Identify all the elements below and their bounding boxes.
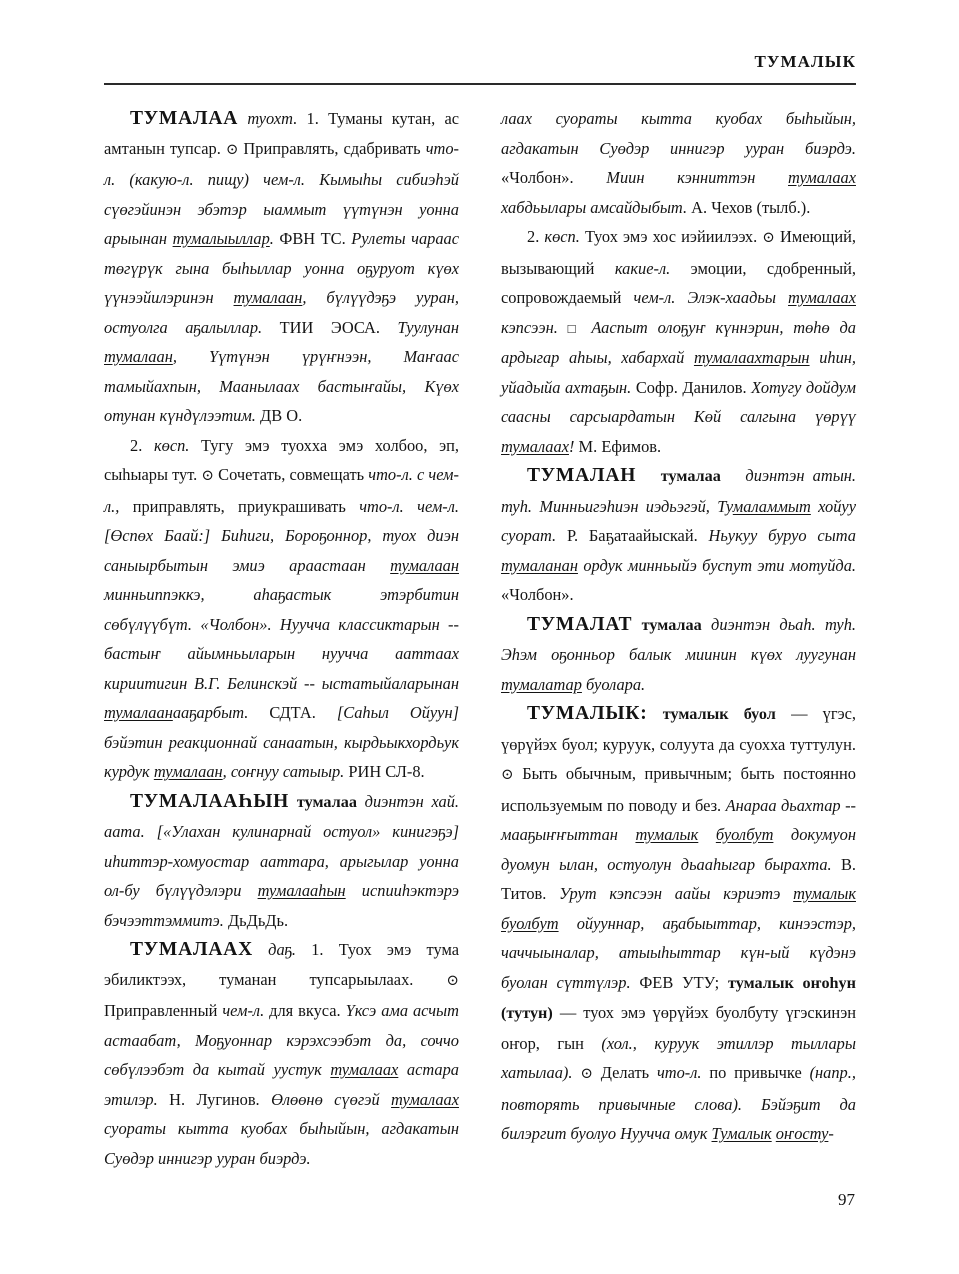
citation-source: ФЕВ УТУ; — [639, 972, 720, 992]
citation-text: Урут кэпсээн аайы кэриэтэ тумалык буолбут ойууннар, аҕабыыттар, кинээстэр, чаччыыналар, атыыһыттар күн-ый күдэнэ буолан сүттүлэр. — [501, 884, 856, 992]
grammar-label: туохт. — [238, 109, 298, 128]
russian-definition: Делать — [600, 1063, 650, 1082]
citation-text: Биһиги, Бороҕоннор, туох диэн саныырбытын эмиэ араастаан тумалаан минньиппэккэ, аһаҕастык этэрбитин сөбүлүүбүт. — [104, 526, 459, 634]
citation-source: ДьДьДь. — [227, 910, 289, 930]
russian-definition-italic: что-л. — [656, 1063, 702, 1082]
citation-text: Эһэм оҕонньор балык миинин күөх луугунан тумалатар буолара. — [501, 645, 856, 694]
em-dash: — — [791, 704, 808, 723]
sense-bullet-icon: ⊙ — [201, 468, 214, 484]
sense-number: 1. — [311, 940, 324, 959]
russian-definition: Приправленный — [104, 1001, 218, 1020]
citation-text-continued: лаах суораты кытта куобах быһыйын, агдакатын Суөдэр иннигэр ууран биэрдэ. — [501, 109, 856, 158]
derived-from: тумалаа — [641, 615, 702, 634]
citation-text: иһиттэр-хомуостар ааттара, арыгылар уонна ол-бу бүлүүдэлэри тумалааһын испииһэктэрэ бэчээттэммитэ. — [104, 851, 459, 930]
sense-label: көсп. — [153, 435, 190, 455]
citation-text: Үксэ ама асчыт астаабат, Моҕуоннар кэрэхсээбэт да, соччо сөбүлээбэт да кытай уустук тумалаах астара этилэр. — [104, 1001, 459, 1109]
citation-source: М. Ефимов. — [578, 436, 662, 456]
right-column — [501, 104, 856, 1179]
subentry-phrase: тумалык оҥоһун (тутун) — [501, 973, 856, 1022]
grammar-label: даҕ. — [252, 940, 297, 959]
citation-source: СДТА. — [269, 703, 316, 722]
sense-number: 2. — [130, 435, 143, 455]
sakha-definition: Тугу эмэ туохха эмэ холбоо, эп, сыһыары тут. — [104, 435, 459, 484]
derived-from: тумалаа — [660, 467, 721, 485]
citation-text: Туулунан тумалаан, Үүтүнэн үрүҥнээн, Маҥаас тамыйахпын, Маанылаах бастыҥайы, Күөх отунан күндүлээтим. — [104, 317, 459, 425]
em-dash: — — [559, 1003, 577, 1022]
russian-definition-italic: (напр., повторять привычные слова). — [501, 1063, 856, 1114]
running-head-rule — [104, 83, 856, 85]
russian-definition: Имеющий, вызывающий — [501, 227, 856, 278]
entry-tumalat — [501, 610, 856, 700]
headword: ТУМАЛАН — [527, 465, 637, 486]
citation-text: Өлөөнө сүөгэй тумалаах суораты кытта куобах быһыйын, агдакатын Суөдэр иннигэр ууран биэрдэ. — [104, 1089, 459, 1168]
column-container — [104, 104, 856, 1179]
entry-tumalaa — [104, 104, 459, 431]
russian-definition-italic: чем-л. — [633, 288, 676, 307]
derivation-note: диэнтэн хай. аата. — [104, 791, 459, 841]
citation-text: бэйэтин реакционнай санаатын, кырдьыкхордьук курдук тумалаан, соҥнуу сатыыр. — [104, 732, 459, 781]
citation-source: Р. Баҕатаайыскай. — [566, 526, 698, 545]
citation-text: Рулеты чараас төгүрүк гына быһыллар уонна оҕуруот күөх үүнээйилэринэн тумалаан, бүлүүдэҕэ ууран, остуолга аҕалыллар. — [104, 229, 460, 337]
sense-bullet-icon: ⊙ — [225, 141, 239, 158]
sakha-definition: Туманы кутан, ас амтанын тупсар. — [104, 109, 459, 158]
headword: ТУМАЛАТ — [527, 613, 633, 635]
citation-bracket: [«Улахан кулинарнай остуол» кинигэҕэ] — [156, 822, 459, 841]
headword: ТУМАЛААХ — [130, 939, 253, 960]
sense-bullet-icon: ⊙ — [446, 972, 459, 989]
derivation-note: диэнтэн атын. туһ. — [501, 466, 857, 516]
entry-tumalaah-continued — [501, 104, 856, 222]
entry-tumalaah-sense-2 — [501, 222, 856, 461]
entry-tumalaa-sense-2 — [104, 431, 459, 787]
citation-text: Минньигэһиэн иэдьэгэй, Тумаламмыт хойуу суорат. — [501, 496, 856, 545]
russian-definition: для вкуса. — [269, 1001, 341, 1020]
citation-source: Софр. Данилов. — [635, 377, 747, 397]
citation-text: Ньукуу буруо сыта тумаланан ордук минньыйэ буспут эти мотуйда. — [501, 526, 856, 575]
sakha-definition: үгэс, үөрүйэх буол; куруук, солуута да суохха туттулун. — [501, 704, 856, 754]
citation-bracket: [Саһыл Ойуун] — [336, 703, 459, 722]
phrase-square-icon: □ — [567, 320, 582, 336]
citation-source: Н. Лугинов. — [169, 1089, 260, 1109]
citation-text: Хотугу дойдум саасны сарсыардатын Көй салгына үөрүү тумалаах! — [501, 377, 856, 456]
sakha-definition: Туох эмэ тума эбиликтээх, туманан тупсарыылаах. — [104, 940, 459, 989]
russian-definition-italic: что-л. чем-л. — [359, 496, 459, 516]
russian-definition: Быть обычным, привычным; быть постоянно используемым по поводу и без. — [501, 764, 856, 815]
citation-text: Ааспыт олоҕуҥ күннэрин, төһө да ардыгар аһыы, хабархай тумалаахтарын иһин, уйадыйа ахтаҕын. — [501, 317, 857, 397]
derived-from: тумалаа — [296, 792, 357, 811]
citation-source: ДВ О. — [260, 406, 303, 425]
russian-definition-italic: что-л. (какую-л. пищу) чем-л. — [104, 138, 459, 189]
page-number: 97 — [838, 1190, 855, 1209]
entry-tumalaah — [104, 935, 459, 1173]
russian-definition: эмоции, сдобренный, сопровождаемый — [501, 258, 856, 307]
citation-source: А. Чехов (тылб.). — [691, 197, 811, 217]
citation-text: Нуучча классиктарын -- бастыҥ айымньыларын нуучча ааттаах кириитигин В.Г. Белинскэй -- ыстатыйаларынан тумалаанааҕарбыт. — [104, 614, 459, 722]
citation-source: РИН СЛ-8. — [348, 762, 425, 781]
sakha-definition-italic: (хол., куруук этиллэр тыллары хатылаа). — [501, 1033, 856, 1082]
entry-tumalaahyn — [104, 787, 459, 936]
running-head — [104, 52, 856, 86]
sense-bullet-icon: ⊙ — [501, 767, 514, 783]
citation-bracket: [Өспөх Баай:] — [104, 526, 211, 545]
entry-tumalan — [501, 461, 856, 610]
sense-number: 2. — [527, 227, 540, 246]
citation-source: «Чолбон». — [200, 614, 272, 634]
citation-text: Кымыһы сибиэһэй сүөгэйинэн эбэтэр ыаммыт үүтүнэн уонна арыынан тумалыыллар. — [104, 170, 459, 248]
citation-text: Анараа дьахтар -- мааҕыҥҥыттан тумалык буолбут докумуон дуомун ылан, остуолун дьааһыгар бырахта. — [501, 795, 856, 874]
russian-definition: Сочетать, совмещать — [218, 465, 365, 484]
russian-definition: по привычке — [709, 1063, 802, 1082]
sakha-definition: туох эмэ үөрүйэх буолбуту үгэскинэн оҥор, гын — [501, 1003, 857, 1053]
sense-bullet-icon: ⊙ — [762, 230, 775, 246]
citation-source: «Чолбон». — [501, 585, 574, 604]
sense-label: көсп. — [544, 227, 580, 246]
citation-source: В. Титов. — [501, 854, 856, 903]
derivation-note: диэнтэн дьаһ. туһ. — [711, 614, 856, 634]
left-column — [104, 104, 459, 1179]
citation-text: Бэйэҕит да билэргит буолуо Нуучча омук Тумалык оҥосту- — [501, 1094, 856, 1143]
citation-text: Миин кэнниттэн тумалаах хабдьылары амсайдыбыт. — [501, 168, 856, 217]
headword: ТУМАЛАА — [130, 108, 239, 129]
sakha-example: Элэк-хаадьы тумалаах кэпсээн. — [501, 288, 856, 337]
sense-bullet-icon: ⊙ — [580, 1066, 593, 1082]
headword: ТУМАЛААҺЫН — [130, 790, 290, 812]
citation-source: «Чолбон». — [501, 168, 574, 187]
entry-tumalyk — [501, 699, 856, 1149]
russian-definition-italic: что-л. с чем-л., — [104, 465, 459, 516]
sakha-definition: Туох эмэ хос иэйиилээх. — [584, 227, 758, 246]
russian-definition-italic: чем-л. — [222, 1001, 265, 1020]
russian-definition: Приправлять, сдабривать — [243, 138, 421, 158]
running-head-title: ТУМАЛЫК — [754, 52, 856, 71]
subentry-phrase: тумалык буол — [662, 705, 776, 723]
sense-number: 1. — [306, 109, 319, 128]
citation-source: ФВН ТС. — [279, 229, 346, 248]
headword: ТУМАЛЫК: — [527, 703, 648, 724]
citation-source: ТИИ ЭОСА. — [279, 317, 380, 337]
russian-definition: приправлять, приукрашивать — [132, 496, 346, 516]
russian-definition-italic: какие-л. — [614, 258, 671, 278]
